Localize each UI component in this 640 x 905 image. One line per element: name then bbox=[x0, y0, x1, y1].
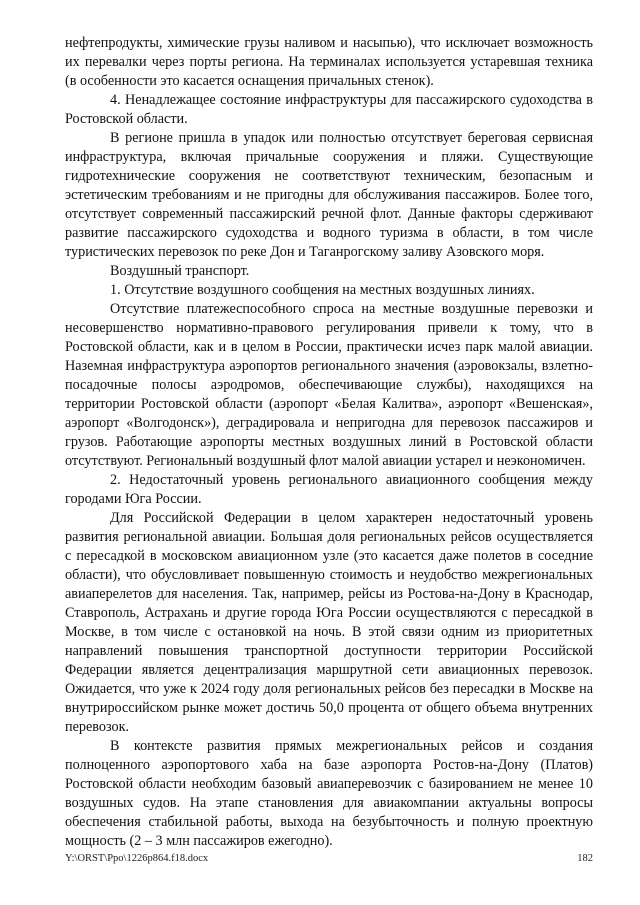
paragraph-airport-hub: В контексте развития прямых межрегиональных рейсов и создания полноценного аэропортового хаба на базе аэропорта Ростов-на-Дону (Платов) Ростовской области необходим базовый авиаперевозчик с базированием не менее 10 воздушных судов. На этапе становления для авиакомпании актуальны вопросы обеспечения стабильной работы, выхода на безубыточность и полную проектную мощность (2 – 3 млн пассажиров ежегодно). bbox=[65, 738, 593, 849]
section-heading-air-transport: Воздушный транспорт. bbox=[110, 263, 250, 279]
paragraph-item-1-heading: 1. Отсутствие воздушного сообщения на местных воздушных линиях. bbox=[110, 282, 535, 298]
paragraph-coastal-infrastructure: В регионе пришла в упадок или полностью отсутствует береговая сервисная инфраструктура, включая причальные сооружения и пляжи. Существующие гидротехнические сооружения не соответствуют техническим, безопасным и эстетическим требованиям и не пригодны для обслуживания пассажиров. Более того, отсутствует современный пассажирский речной флот. Данные факторы сдерживают развитие пассажирского судоходства и водного туризма в области, в том числе туристических перевозок по реке Дон и Таганрогскому заливу Азовского моря. bbox=[65, 130, 593, 260]
paragraph-item-4-heading: 4. Ненадлежащее состояние инфраструктуры для пассажирского судоходства в Ростовской области. bbox=[65, 92, 593, 127]
paragraph-continuation: нефтепродукты, химические грузы наливом и насыпью), что исключает возможность их перевалки через порты региона. На терминалах используется устаревшая техника (в особенности это касается оснащения причальных стенок). bbox=[65, 35, 593, 89]
footer-file-path: Y:\ORST\Ppo\1226p864.f18.docx bbox=[65, 853, 209, 864]
paragraph-regional-aviation: Для Российской Федерации в целом характерен недостаточный уровень развития региональной авиации. Большая доля региональных рейсов осуществляется с пересадкой в московском авиационном узле (это касается даже полетов в соседние области), что обусловливает повышенную стоимость и неудобство межрегиональных авиаперелетов для населения. Так, например, рейсы из Ростова-на-Дону в Краснодар, Ставрополь, Астрахань и другие города Юга России осуществляются с пересадкой в Москве, в том числе с остановкой на ночь. В этой связи одним из приоритетных направлений повышения транспортной доступности территории Российской Федерации является децентрализация маршрутной сети авиационных перевозок. Ожидается, что уже к 2024 году доля региональных рейсов без пересадки в Москве на внутрироссийском рынке может достичь 50,0 процента от общего объема внутренних перевозок. bbox=[65, 510, 593, 735]
page-number: 182 bbox=[577, 853, 593, 864]
document-body bbox=[65, 34, 593, 851]
paragraph-local-airlines: Отсутствие платежеспособного спроса на местные воздушные перевозки и несовершенство нормативно-правового регулирования привели к тому, что в Ростовской области, как и в целом в России, практически исчез парк малой авиации. Наземная инфраструктура аэропортов регионального значения (аэровокзалы, взлетно-посадочные полосы аэродромов, обеспечивающие службы), находящихся на территории Ростовской области (аэропорт «Белая Калитва», аэропорт «Вешенская», аэропорт «Волгодонск»), деградировала и непригодна для перевозок пассажиров и грузов. Работающие аэропорты местных воздушных линий в Ростовской области отсутствуют. Региональный воздушный флот малой авиации устарел и неэкономичен. bbox=[65, 301, 593, 469]
paragraph-item-2-heading: 2. Недостаточный уровень регионального авиационного сообщения между городами Юга России. bbox=[65, 472, 593, 507]
